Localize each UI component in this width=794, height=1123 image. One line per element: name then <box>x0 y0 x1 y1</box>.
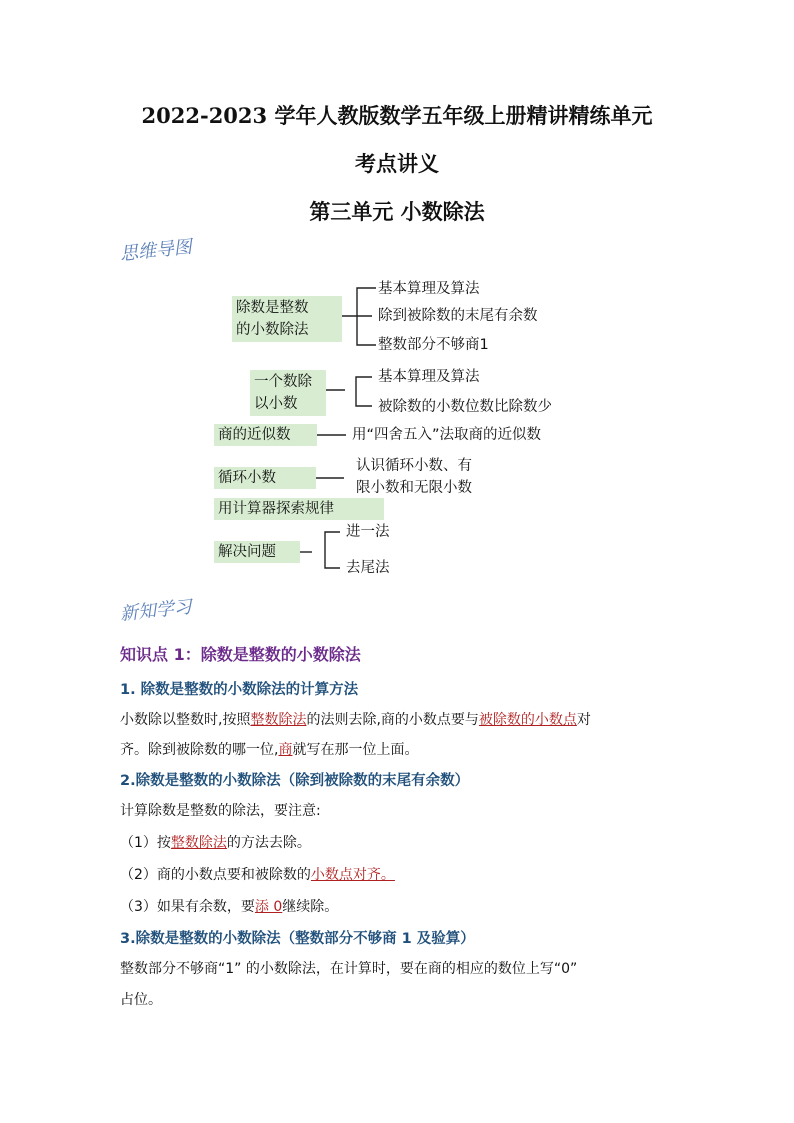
paragraph <box>120 709 591 729</box>
mindmap-node-divide-by-decimal <box>250 370 326 416</box>
paragraph: 整数部分不够商“1” 的小数除法，在计算时，要在商的相应的数位上写“0” <box>120 961 578 977</box>
mindmap-branch: 基本算理及算法 <box>378 281 480 297</box>
mindmap-branch: 基本算理及算法 <box>378 369 480 385</box>
text: 小数除以整数时,按照 <box>120 712 251 728</box>
mindmap-branch: 被除数的小数位数比除数少 <box>378 399 552 415</box>
doc-title-line2: 考点讲义 <box>355 151 439 176</box>
highlight-term: 商 <box>278 742 293 758</box>
mindmap-node-label: 以小数 <box>254 396 298 412</box>
mindmap-branch: 用“四舍五入”法取商的近似数 <box>352 427 542 443</box>
doc-title-line1: 2022-2023 学年人教版数学五年级上册精讲精练单元 <box>141 103 653 128</box>
text: 就写在那一位上面。 <box>292 742 419 758</box>
paragraph: 占位。 <box>120 992 162 1008</box>
text: （1）按 <box>120 835 171 851</box>
knowledge-point-title: 知识点 1：除数是整数的小数除法 <box>120 645 361 664</box>
mindmap-branch: 认识循环小数、有 <box>356 458 472 474</box>
list-item <box>120 832 311 852</box>
text: （2）商的小数点要和被除数的 <box>120 867 311 883</box>
list-item <box>120 896 338 916</box>
mindmap-node-label: 用计算器探索规律 <box>218 501 334 517</box>
highlight-term: 小数点对齐。 <box>310 867 395 883</box>
subsection-title: 1. 除数是整数的小数除法的计算方法 <box>120 682 359 698</box>
highlight-term: 整数除法 <box>170 835 227 851</box>
mindmap-node-label: 商的近似数 <box>218 427 291 443</box>
unit-title: 第三单元 小数除法 <box>309 199 485 224</box>
mindmap-node-problem-solving <box>214 541 300 563</box>
mindmap-node-label: 循环小数 <box>218 470 276 486</box>
paragraph: 计算除数是整数的除法，要注意: <box>120 803 321 819</box>
learning-section-label: 新知学习 <box>119 596 193 625</box>
subsection-title: 2.除数是整数的小数除法（除到被除数的末尾有余数） <box>120 773 470 789</box>
mindmap-node-label: 的小数除法 <box>236 322 309 338</box>
text: （3）如果有余数，要 <box>120 899 255 915</box>
text: 继续除。 <box>282 899 339 915</box>
highlight-term: 整数除法 <box>250 712 307 728</box>
text: 对 <box>576 712 591 728</box>
mindmap-branch: 去尾法 <box>346 560 390 576</box>
mindmap-branch: 整数部分不够商1 <box>378 337 489 353</box>
mindmap-node-integer-divisor <box>232 296 342 342</box>
mindmap-branch: 除到被除数的末尾有余数 <box>378 308 538 324</box>
text: 齐。除到被除数的哪一位, <box>120 742 279 758</box>
highlight-term: 被除数的小数点 <box>478 712 577 728</box>
highlight-term: 添 0 <box>254 899 283 915</box>
mindmap-section-label: 思维导图 <box>119 236 193 265</box>
text: 的方法去除。 <box>226 835 311 851</box>
list-item <box>120 864 395 884</box>
mindmap-node-label: 解决问题 <box>218 544 276 560</box>
mindmap-node-calculator <box>214 498 384 520</box>
mindmap-branch: 进一法 <box>346 524 390 540</box>
text: 的法则去除,商的小数点要与 <box>306 712 479 728</box>
paragraph <box>120 739 418 759</box>
mindmap-node-repeating-decimal <box>214 467 316 489</box>
mindmap-node-label: 除数是整数 <box>236 300 309 316</box>
mindmap-branch: 限小数和无限小数 <box>356 480 472 496</box>
mindmap-node-approx-quotient <box>214 424 317 446</box>
mindmap-node-label: 一个数除 <box>254 374 312 390</box>
subsection-title: 3.除数是整数的小数除法（整数部分不够商 1 及验算） <box>120 931 475 947</box>
